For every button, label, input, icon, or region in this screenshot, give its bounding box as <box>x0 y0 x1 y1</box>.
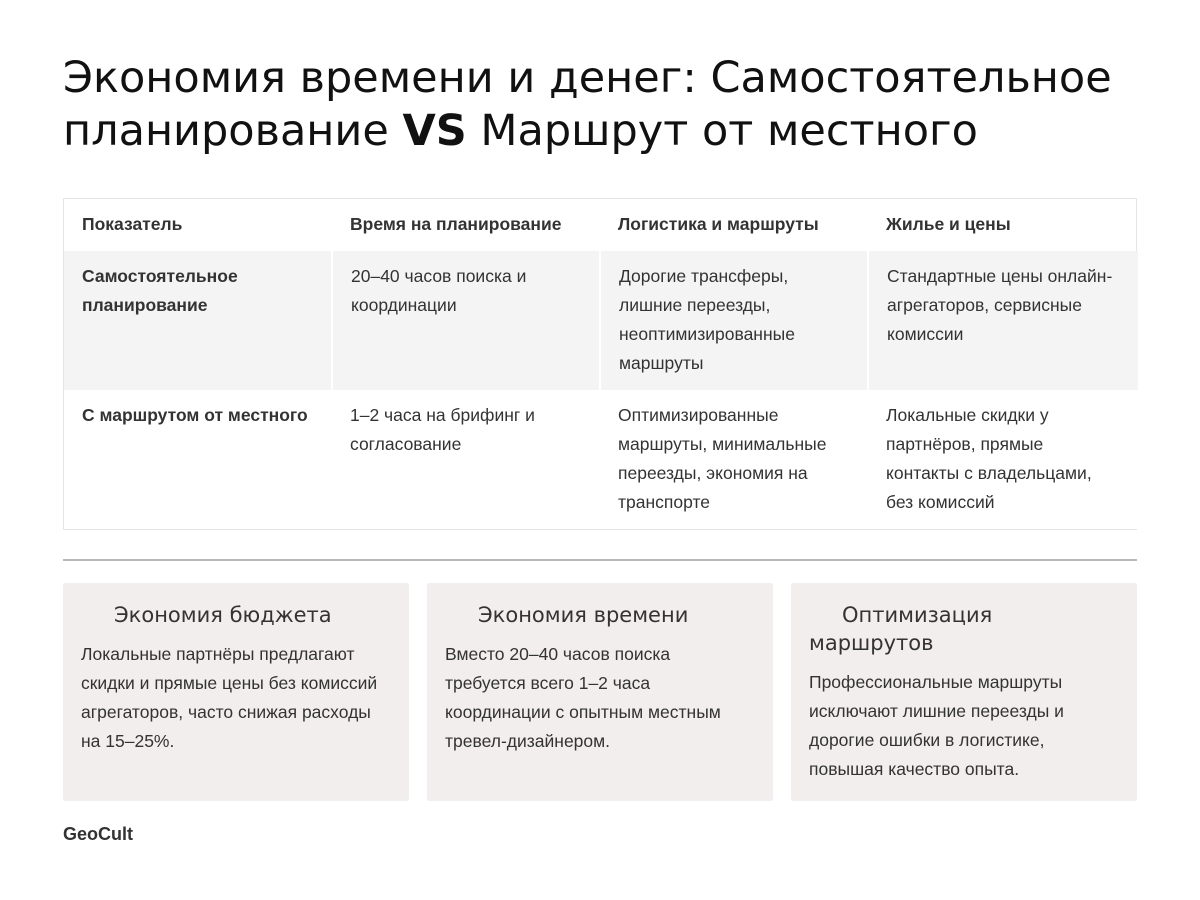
table-cell: Стандартные цены онлайн-агрегаторов, сервисные комиссии <box>868 251 1138 390</box>
header-logistics: Логистика и маршруты <box>618 214 819 234</box>
card-budget-savings <box>63 583 409 801</box>
table-row <box>64 251 1138 390</box>
header-housing-prices: Жилье и цены <box>886 214 1011 234</box>
table-cell: Дорогие трансферы, лишние переезды, неоптимизированные маршруты <box>600 251 868 390</box>
table-cell: Оптимизированные маршруты, минимальные переезды, экономия на транспорте <box>600 390 868 529</box>
header-indicator: Показатель <box>82 214 183 234</box>
card-title: Оптимизация маршрутов <box>809 603 993 655</box>
page-title <box>63 52 1143 158</box>
table-row <box>64 390 1138 529</box>
card-text: Вместо 20–40 часов поиска требуется всего 1–2 часа координации с опытным местным тревел-дизайнером. <box>445 644 721 751</box>
card-title: Экономия бюджета <box>114 603 332 627</box>
title-vs: VS <box>402 106 467 156</box>
card-text: Профессиональные маршруты исключают лишние переезды и дорогие ошибки в логистике, повышая качество опыта. <box>809 672 1064 779</box>
card-title: Экономия времени <box>478 603 689 627</box>
card-text: Локальные партнёры предлагают скидки и прямые цены без комиссий агрегаторов, часто снижая расходы на 15–25%. <box>81 644 378 751</box>
comparison-table <box>63 198 1137 530</box>
table-cell: 20–40 часов поиска и координации <box>332 251 600 390</box>
header-planning-time: Время на планирование <box>350 214 562 234</box>
table-header-row <box>64 199 1138 251</box>
brand-logo-text: GeoCult <box>63 824 133 844</box>
row-label: Самостоятельное планирование <box>64 251 332 390</box>
table-cell: Локальные скидки у партнёров, прямые контакты с владельцами, без комиссий <box>868 390 1138 529</box>
row-label: С маршрутом от местного <box>64 390 332 529</box>
section-divider <box>63 559 1137 561</box>
card-route-optimization <box>791 583 1137 801</box>
card-time-savings <box>427 583 773 801</box>
title-part-1: Экономия времени и денег: Самостоятельное планирование <box>63 53 1112 156</box>
title-part-2: Маршрут от местного <box>466 106 978 156</box>
table-cell: 1–2 часа на брифинг и согласование <box>332 390 600 529</box>
